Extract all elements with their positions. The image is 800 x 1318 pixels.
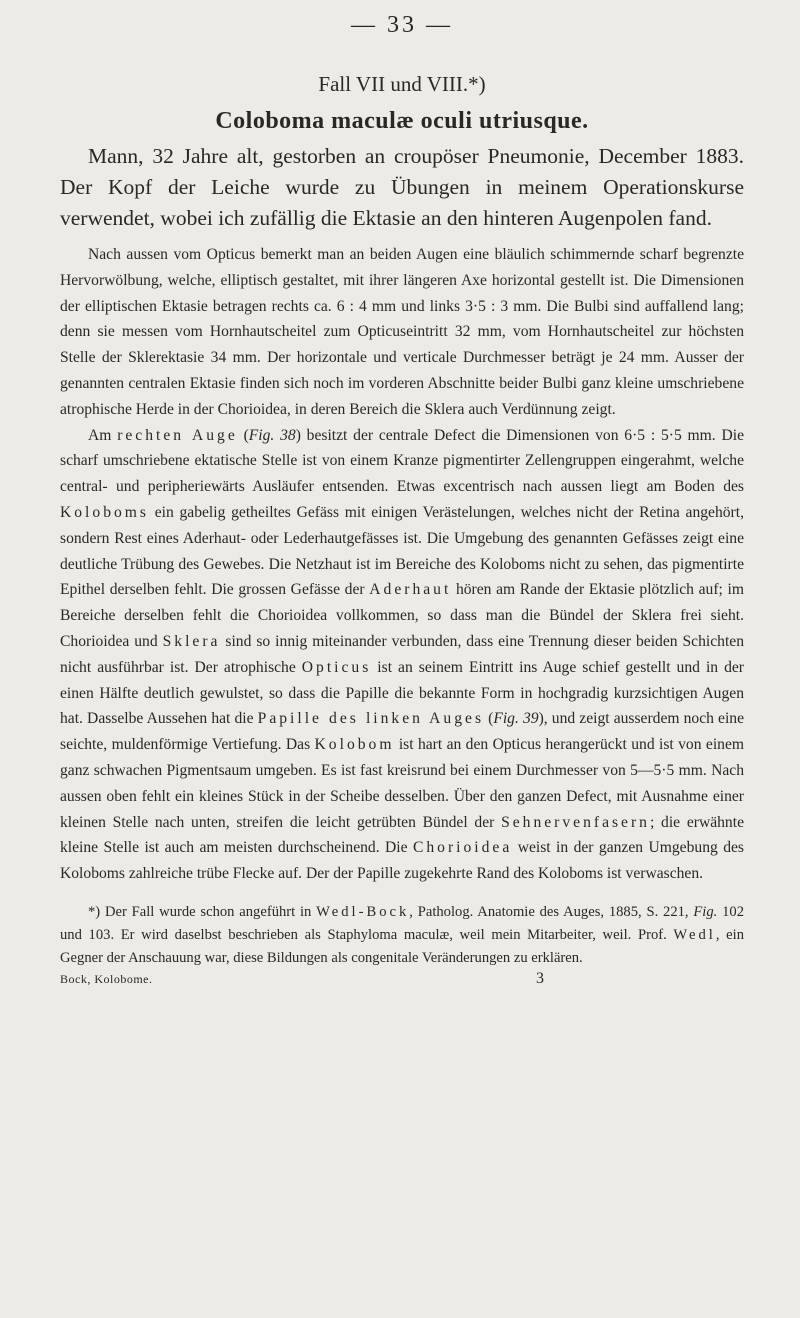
page-number: — 33 — (351, 12, 453, 38)
figure-reference: Fig. (693, 903, 718, 920)
page-footer (60, 970, 744, 988)
text-run: hören am Rande der Ektasie plötzlich auf; im Bereiche derselben fehlt die Chorioidea vollkommen, so dass man die Bündel der Sklera frei sieht. Chorioidea und (60, 581, 744, 650)
article-title: Coloboma maculæ oculi utriusque. (215, 108, 589, 134)
spaced-term: Chorioidea (412, 839, 513, 857)
signature-line: Bock, Kolobome. (60, 971, 153, 986)
text-run: ist hart an den Opticus herangerückt und ist von einem ganz schwachen Pigmentsaum umgeben. Es ist fast kreisrund bei einem Durchmesser von 5—5·5 mm. Nach aussen oben fehlt ein kleines Stück in der Scheibe desselben. Über den ganzen Defect, mit Ausnahme einer kleinen Stelle nach unten, streifen die leicht getrübten Bündel der (60, 736, 744, 831)
text-run: ( (237, 426, 249, 444)
text-run: ) besitzt der centrale Defect die Dimensionen von 6·5 : 5·5 mm. Die scharf umschriebene ektatische Stelle ist von einem Kranze pigmentirter Zellengruppen eingerahmt, welche central- und peripheriewärts Ausläufer entsenden. Etwas excentrisch nach aussen liegt am Boden des (60, 426, 745, 496)
lead-paragraph: Mann, 32 Jahre alt, gestorben an croupöser Pneumonie, December 1883. Der Kopf der Leiche wurde zu Übungen in meinem Operationskurse verwendet, wobei ich zufällig die Ektasie an den hinteren Augenpolen fand. (60, 144, 744, 230)
text-run: ist an seinem Eintritt ins Auge schief gestellt und in der einen Hälfte deutlich gewulstet, so dass die Papille die bekannte Form in hochgradig kurzsichtigen Augen hat. Dasselbe Aussehen hat die (60, 658, 744, 728)
text-run: ; die erwähnte kleine Stelle ist auch am meisten durchscheinend. Die (60, 813, 744, 857)
case-heading: Fall VII und VIII.*) (318, 72, 486, 96)
spaced-term: rechten Auge (117, 426, 238, 444)
spaced-term: Wedl-Bock (316, 903, 410, 920)
text-run: ( (484, 710, 494, 728)
spaced-term: Wedl (673, 926, 716, 943)
text-run: ein gabelig getheiltes Gefäss mit einigen Verästelungen, welches nicht der Retina angehört, sondern Rest eines Aderhaut- oder Lederhautgefässes ist. Die Umgebung des genannten Gefässes zeigt eine deutliche Trübung des Gewebes. Die Netzhaut ist im Bereiche des Koloboms nicht zu sehen, das pigmentirte Epithel derselben fehlt. Die grossen Gefässe der (60, 503, 744, 599)
paragraph-1: Nach aussen vom Opticus bemerkt man an beiden Augen eine bläulich schimmernde scharf begrenzte Hervorwölbung, welche, elliptisch gestaltet, mit ihrer längeren Axe horizontal gestellt ist. Die Dimensionen der elliptischen Ektasie betragen rechts ca. 6 : 4 mm und links 3·5 : 3 mm. Die Bulbi sind auffallend lang; denn sie messen vom Hornhautscheitel zum Opticuseintritt 32 mm, vom Hornhautscheitel zur höchsten Stelle der Sklerektasie 34 mm. Der horizontale und verticale Durchmesser beträgt je 24 mm. Ausser der genannten centralen Ektasie finden sich noch im vorderen Abschnitte beider Bulbi ganz kleine umschriebene atrophische Herde in der Chorioidea, in deren Bereich die Sklera auch Verdünnung zeigt. (60, 246, 744, 418)
text-run: ), und zeigt ausserdem noch eine seichte, muldenförmige Vertiefung. Das (60, 710, 745, 754)
spaced-term: Sklera (162, 632, 221, 650)
text-run: sind so innig miteinander verbunden, dass eine Trennung dieser beiden Schichten nicht ausführbar ist. Der atrophische (60, 632, 744, 676)
text-run: weist in der ganzen Umgebung des Koloboms zahlreiche trübe Flecke auf. Der der Papille zugekehrte Rand des Koloboms ist verwaschen. (60, 839, 744, 883)
paragraph-2 (60, 423, 744, 887)
spaced-term: Opticus (301, 658, 372, 676)
spaced-term: Kolobom (314, 736, 395, 754)
spaced-term: Aderhaut (369, 581, 452, 599)
text-run: Am (88, 426, 118, 444)
spaced-term: Papille des linken Auges (257, 710, 485, 728)
text-run: , Patholog. Anatomie des Auges, 1885, S. 221, (409, 903, 694, 920)
text-run: , ein Gegner der Anschauung war, diese Bildungen als congenitale Veränderungen zu erklären. (60, 926, 744, 966)
figure-reference: Fig. 38 (248, 426, 296, 444)
figure-reference: Fig. 39 (493, 710, 539, 728)
spaced-term: Sehnervenfasern (501, 813, 650, 831)
spaced-term: Koloboms (60, 503, 149, 521)
footnote (60, 901, 744, 970)
text-run: 102 und 103. Er wird daselbst beschrieben als Staphyloma maculæ, weil mein Mitarbeiter, weil. Prof. (60, 903, 745, 943)
text-run: *) Der Fall wurde schon angeführt in (88, 903, 317, 920)
sheet-mark: 3 (536, 969, 544, 987)
